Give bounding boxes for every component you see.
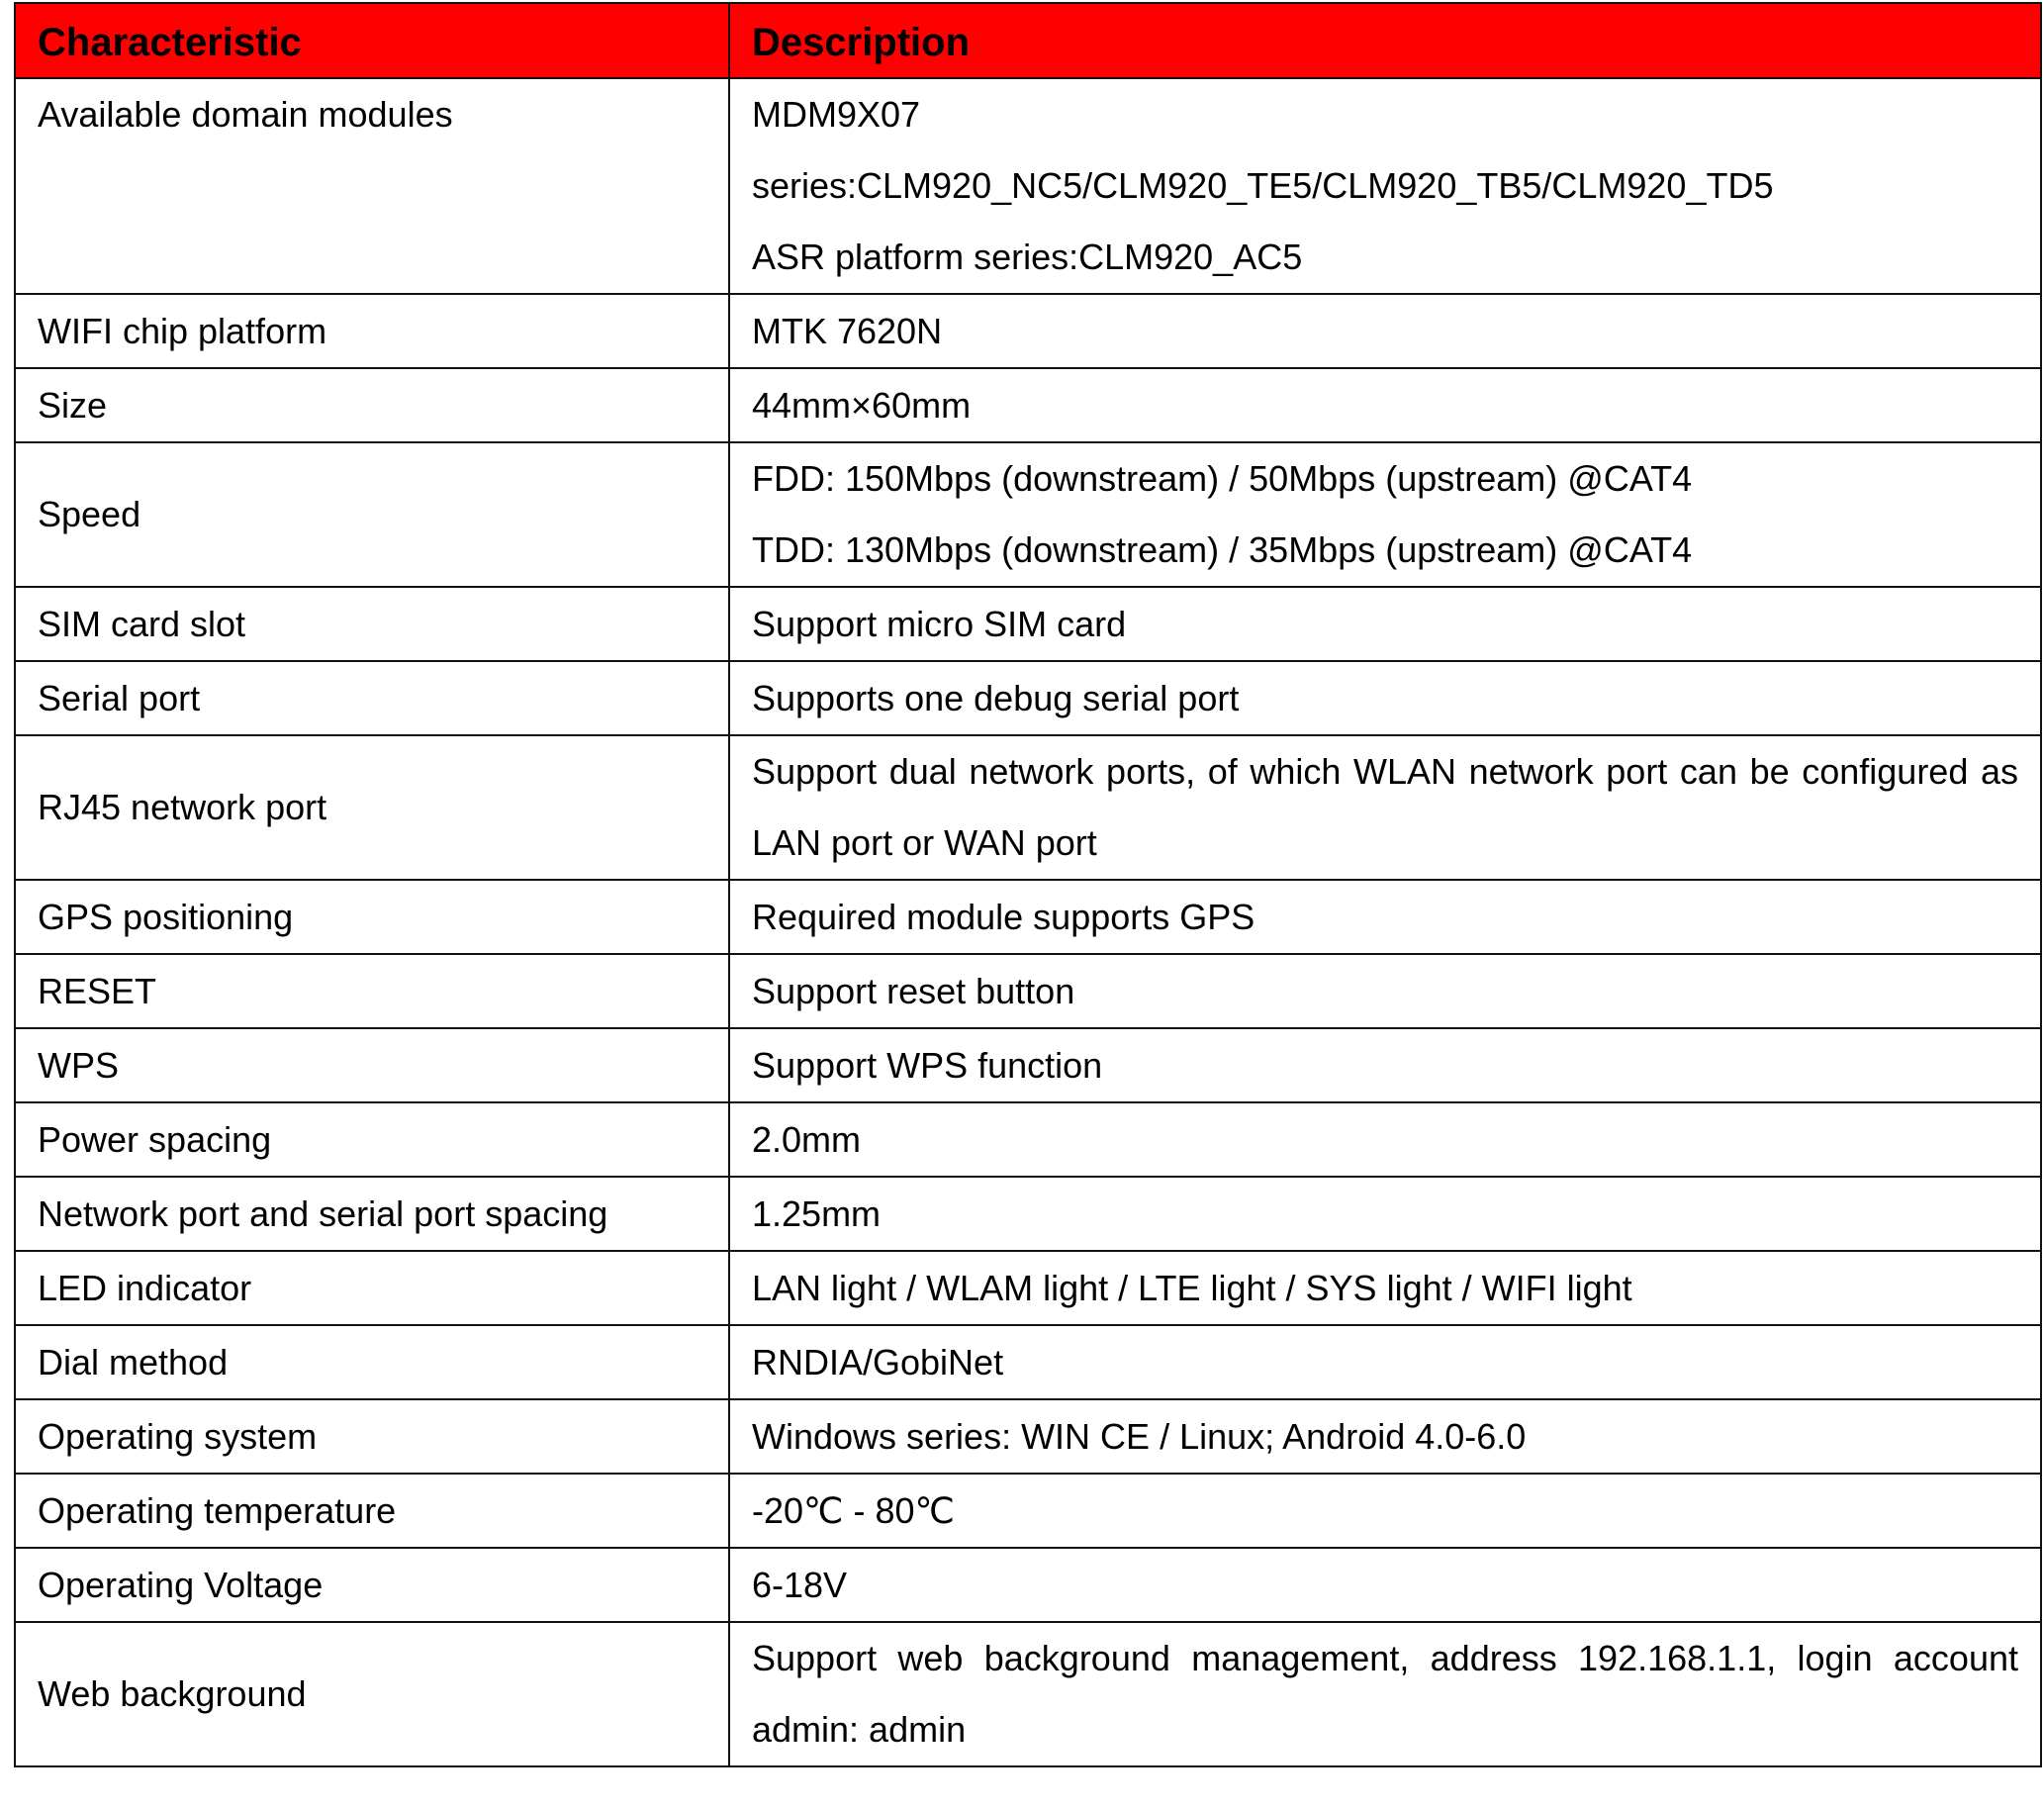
table-row (15, 1548, 2041, 1622)
table-row (15, 1325, 2041, 1399)
table-row (15, 735, 2041, 880)
description-line: TDD: 130Mbps (downstream) / 35Mbps (upstream) @CAT4 (752, 529, 1693, 570)
spec-table-body (15, 78, 2041, 1766)
table-row (15, 368, 2041, 442)
description-cell (729, 1622, 2041, 1766)
description-line: Support web background management, address 192.168.1.1, login account admin: admin (752, 1638, 2018, 1750)
description-line: Supports one debug serial port (752, 677, 1240, 718)
table-row (15, 661, 2041, 735)
characteristic-cell: Operating Voltage (15, 1548, 729, 1622)
description-cell (729, 1102, 2041, 1177)
description-cell (729, 1177, 2041, 1251)
description-line: FDD: 150Mbps (downstream) / 50Mbps (upstream) @CAT4 (752, 458, 1693, 499)
table-row (15, 442, 2041, 587)
description-line: Support WPS function (752, 1044, 1103, 1086)
description-line: 1.25mm (752, 1192, 882, 1234)
characteristic-cell: Available domain modules (15, 78, 729, 294)
description-cell (729, 1548, 2041, 1622)
description-cell (729, 661, 2041, 735)
description-line: MDM9X07 (752, 94, 921, 135)
characteristic-cell: RESET (15, 954, 729, 1028)
description-line: RNDIA/GobiNet (752, 1341, 1004, 1382)
description-line: MTK 7620N (752, 310, 943, 351)
characteristic-cell: WPS (15, 1028, 729, 1102)
description-line: Support micro SIM card (752, 603, 1127, 644)
description-line: series:CLM920_NC5/CLM920_TE5/CLM920_TB5/CLM920_TD5 (752, 165, 1774, 206)
table-row (15, 587, 2041, 661)
table-row (15, 1622, 2041, 1766)
description-cell (729, 1028, 2041, 1102)
characteristic-cell: Serial port (15, 661, 729, 735)
table-row (15, 294, 2041, 368)
characteristic-cell: Power spacing (15, 1102, 729, 1177)
header-characteristic: Characteristic (15, 3, 729, 78)
characteristic-cell: Operating temperature (15, 1474, 729, 1548)
table-row (15, 1028, 2041, 1102)
table-row (15, 954, 2041, 1028)
description-line: 44mm×60mm (752, 384, 972, 426)
characteristic-cell: Dial method (15, 1325, 729, 1399)
description-cell (729, 954, 2041, 1028)
table-row (15, 1177, 2041, 1251)
description-cell (729, 1251, 2041, 1325)
characteristic-cell: Operating system (15, 1399, 729, 1474)
description-line: 2.0mm (752, 1118, 862, 1160)
header-description: Description (729, 3, 2041, 78)
characteristic-cell: WIFI chip platform (15, 294, 729, 368)
characteristic-cell: LED indicator (15, 1251, 729, 1325)
description-cell (729, 1325, 2041, 1399)
description-cell (729, 1474, 2041, 1548)
description-line: 6-18V (752, 1564, 848, 1605)
description-cell (729, 368, 2041, 442)
description-cell (729, 442, 2041, 587)
description-cell (729, 735, 2041, 880)
description-line: Windows series: WIN CE / Linux; Android 4.0-6.0 (752, 1415, 1527, 1457)
description-cell (729, 294, 2041, 368)
description-line: LAN light / WLAM light / LTE light / SYS light / WIFI light (752, 1267, 1632, 1308)
description-cell (729, 78, 2041, 294)
characteristic-cell: Network port and serial port spacing (15, 1177, 729, 1251)
characteristic-cell: SIM card slot (15, 587, 729, 661)
table-row (15, 1474, 2041, 1548)
description-cell (729, 880, 2041, 954)
characteristic-cell: Size (15, 368, 729, 442)
characteristic-cell: Speed (15, 442, 729, 587)
table-row (15, 1251, 2041, 1325)
characteristic-cell: Web background (15, 1622, 729, 1766)
table-row (15, 1399, 2041, 1474)
description-cell (729, 587, 2041, 661)
description-line: Support reset button (752, 970, 1075, 1011)
table-row (15, 880, 2041, 954)
characteristic-cell: GPS positioning (15, 880, 729, 954)
description-line: ASR platform series:CLM920_AC5 (752, 237, 1303, 277)
table-row (15, 1102, 2041, 1177)
table-row (15, 78, 2041, 294)
description-line: Support dual network ports, of which WLAN network port can be configured as LAN port or WAN port (752, 751, 2018, 863)
description-line: -20℃ - 80℃ (752, 1489, 955, 1531)
characteristic-cell: RJ45 network port (15, 735, 729, 880)
description-cell (729, 1399, 2041, 1474)
spec-table (14, 2, 2042, 1767)
header-row (15, 3, 2041, 78)
description-line: Required module supports GPS (752, 896, 1255, 937)
